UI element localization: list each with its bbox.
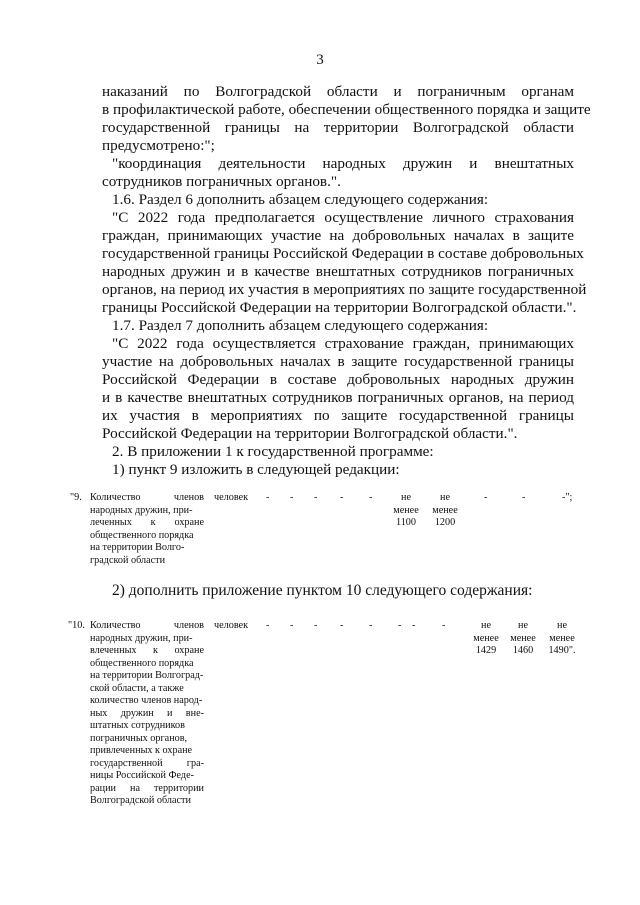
paragraph-line: их участия в мероприятиях по защите государственной границы: [102, 407, 574, 424]
dash: -: [412, 620, 416, 631]
value-2021: не менее 1100: [393, 492, 419, 528]
dash: -: [442, 620, 446, 631]
dash: -: [522, 492, 526, 503]
paragraph-line: "С 2022 года предполагается осуществление личного страхования: [112, 209, 574, 226]
section-heading: 1.7. Раздел 7 дополнить абзацем следующего содержания:: [112, 317, 489, 334]
paragraph-line: "координация деятельности народных дружин и внештатных: [112, 155, 574, 172]
paragraph-line: наказаний по Волгоградской области и пограничным органам: [102, 83, 574, 100]
paragraph-line: участие на добровольных началах в защите государственной границы: [102, 353, 574, 370]
section-heading: 1.6. Раздел 6 дополнить абзацем следующего содержания:: [112, 191, 489, 208]
row-name: Количество членов народных дружин, при- влеченных к охране общественного порядка на территории Волгоград- ской области, а также количество членов народ- ных дружин и вне- штатных сотрудников пограничных органов, привлеченных к охране государственной гра- ницы Российской Феде- рации на территории Волгоградской области: [90, 620, 204, 806]
paragraph-line: народных дружин и в качестве внештатных сотрудников пограничных: [102, 263, 574, 280]
dash: -: [340, 620, 344, 631]
value-2023: не менее 1429: [473, 620, 499, 656]
row-end: -";: [562, 492, 573, 503]
dash: -: [266, 492, 270, 503]
paragraph-line: граждан, принимающих участие на добровольных началах в защите: [102, 227, 574, 244]
paragraph-line: Российской Федерации на территории Волгоградской области.".: [102, 425, 518, 442]
paragraph-line: границы Российской Федерации на территории Волгоградской области.".: [102, 299, 577, 316]
dash: -: [266, 620, 270, 631]
row-name: Количество членов народных дружин, при- леченных к охране общественного порядка на территории Волго- градской области: [90, 492, 204, 566]
row-number: "10.: [68, 620, 85, 631]
dash: -: [290, 492, 294, 503]
row-unit: человек: [214, 620, 249, 631]
dash: -: [340, 492, 344, 503]
dash: -: [314, 492, 318, 503]
dash: -: [369, 620, 373, 631]
value-2022: не менее 1200: [432, 492, 458, 528]
value-2024: не менее 1460: [510, 620, 536, 656]
dash: -: [398, 620, 402, 631]
page-number: 3: [316, 52, 324, 68]
dash: -: [369, 492, 373, 503]
value-2025: не менее 1490".: [548, 620, 576, 656]
row-number: "9.: [70, 492, 82, 503]
paragraph-line: Российской Федерации в составе добровольных народных дружин: [102, 371, 574, 388]
dash: -: [314, 620, 318, 631]
row-unit: человек: [214, 492, 249, 503]
dash: -: [484, 492, 488, 503]
paragraph-line: в профилактической работе, обеспечении общественного порядка и защите: [102, 101, 591, 118]
paragraph-line: и в качестве внештатных сотрудников пограничных органов, на период: [102, 389, 574, 406]
paragraph-line: сотрудников пограничных органов.".: [102, 173, 341, 190]
paragraph-line: государственной границы на территории Волгоградской области: [102, 119, 574, 136]
paragraph-line: "С 2022 года осуществляется страхование граждан, принимающих: [112, 335, 574, 352]
paragraph-line: государственной границы Российской Федерации в составе добровольных: [102, 245, 584, 262]
section-heading: 1) пункт 9 изложить в следующей редакции:: [112, 461, 400, 478]
section-heading: 2. В приложении 1 к государственной программе:: [112, 443, 434, 460]
paragraph-line: предусмотрено:";: [102, 137, 215, 154]
dash: -: [290, 620, 294, 631]
section-heading: 2) дополнить приложение пунктом 10 следующего содержания:: [112, 582, 533, 599]
paragraph-line: органов, на период их участия в мероприятиях по защите государственной: [102, 281, 587, 298]
